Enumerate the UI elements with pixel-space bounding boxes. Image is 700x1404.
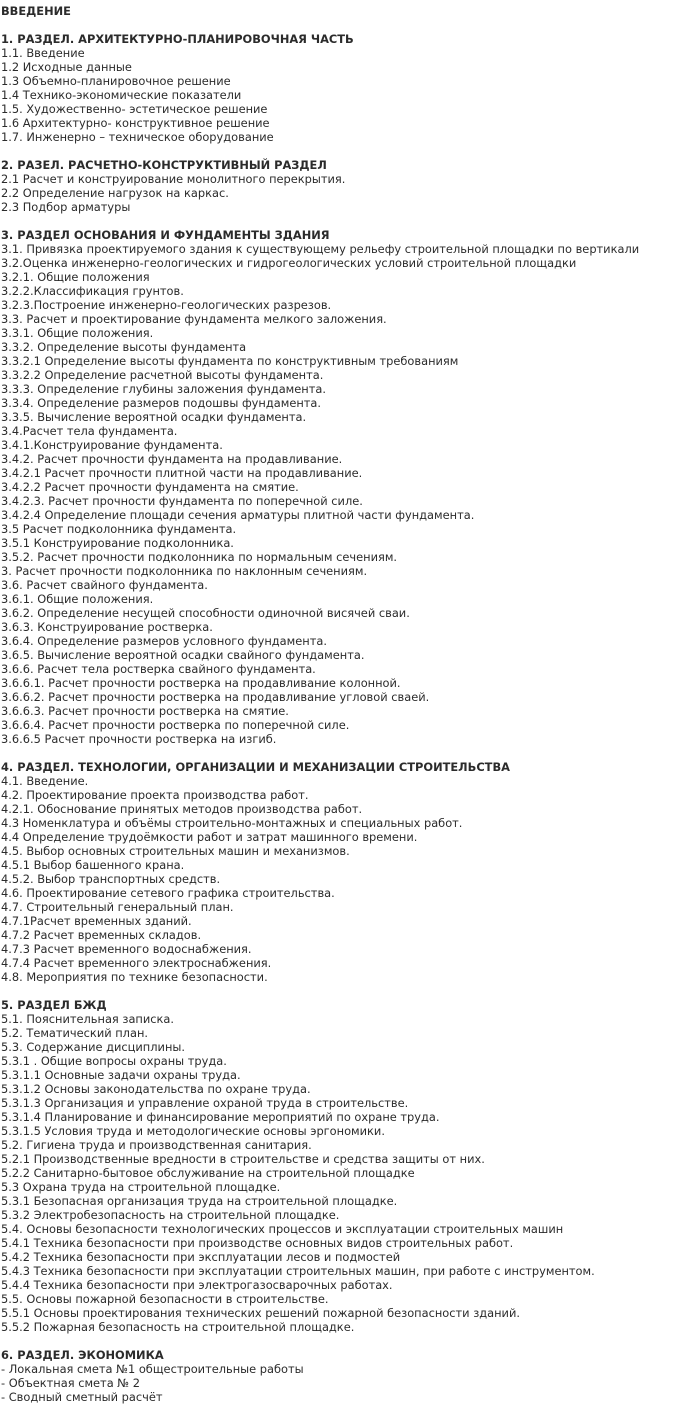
toc-item: 3.4.2. Расчет прочности фундамента на продавливание. [1,452,343,466]
toc-item: 3.3.2. Определение высоты фундамента [1,340,247,354]
toc-item: 1.2 Исходные данные [1,60,132,74]
toc-item: 5.3.1.4 Планирование и финансирование мероприятий по охране труда. [1,1110,440,1124]
toc-item: 5.4.4 Техника безопасности при электрогазосварочных работах. [1,1278,393,1292]
toc-item: 3.2.Оценка инженерно-геологических и гидрогеологических условий строительной площадки [1,256,577,270]
toc-item: 4.7.1Расчет временных зданий. [1,914,192,928]
toc-item: 3.1. Привязка проектируемого здания к существующему рельефу строительной площадки по вертикали [1,242,640,256]
section-heading: 5. РАЗДЕЛ БЖД [1,998,107,1012]
toc-item: 3.3. Расчет и проектирование фундамента мелкого заложения. [1,312,387,326]
toc-item: 5.3. Содержание дисциплины. [1,1040,186,1054]
toc-item: 4.4 Определение трудоёмкости работ и затрат машинного времени. [1,830,418,844]
toc-item: - Сводный сметный расчёт [1,1390,163,1404]
toc-item: 5.5. Основы пожарной безопасности в строительстве. [1,1292,329,1306]
toc-item: 3.6.1. Общие положения. [1,592,154,606]
toc-item: 5.3.1.3 Организация и управление охраной труда в строительстве. [1,1096,409,1110]
toc-item: 5.3.1 . Общие вопросы охраны труда. [1,1054,227,1068]
toc-item: 1.7. Инженерно – техническое оборудование [1,130,274,144]
toc-item: 5.1. Пояснительная записка. [1,1012,175,1026]
toc-item: 3.6.3. Конструирование ростверка. [1,620,213,634]
toc-item: 3.6.6.1. Расчет прочности ростверка на продавливание колонной. [1,676,401,690]
toc-item: 4.3 Номенклатура и объёмы строительно-монтажных и специальных работ. [1,816,463,830]
section-2 [1,158,696,214]
section-1 [1,32,696,144]
toc-item: 3.3.2.1 Определение высоты фундамента по конструктивным требованиям [1,354,459,368]
toc-item: 5.2. Тематический план. [1,1026,149,1040]
toc-item: 5.3.1.2 Основы законодательства по охране труда. [1,1082,311,1096]
toc-item: 3.2.2.Классификация грунтов. [1,284,184,298]
toc-item: 3.3.5. Вычисление вероятной осадки фундамента. [1,410,307,424]
section-spacer [1,1334,696,1348]
toc-item: 5.3.1.1 Основные задачи охраны труда. [1,1068,241,1082]
toc-item: 5.4.3 Техника безопасности при эксплуатации строительных машин, при работе с инструментом. [1,1264,595,1278]
toc-item: 5.2.1 Производственные вредности в строительстве и средства защиты от них. [1,1152,485,1166]
toc-item: 3.4.2.4 Определение площади сечения арматуры плитной части фундамента. [1,508,475,522]
toc-item: 5.3.1 Безопасная организация труда на строительной площадке. [1,1194,398,1208]
toc-item: 5.5.1 Основы проектирования технических решений пожарной безопасности зданий. [1,1306,520,1320]
table-of-contents [1,4,696,1404]
toc-item: 4.7.3 Расчет временного водоснабжения. [1,942,252,956]
toc-item: 3.6.6.4. Расчет прочности ростверка по поперечной силе. [1,718,350,732]
toc-item: 1.6 Архитектурно- конструктивное решение [1,116,270,130]
toc-item: 4.7. Строительный генеральный план. [1,900,234,914]
toc-item: 4.1. Введение. [1,774,89,788]
toc-item: 3.4.2.1 Расчет прочности плитной части на продавливание. [1,466,363,480]
toc-item: 3.6.2. Определение несущей способности одиночной висячей сваи. [1,606,410,620]
toc-item: 4.2.1. Обоснование принятых методов производства работ. [1,802,363,816]
toc-item: 4.6. Проектирование сетевого графика строительства. [1,886,335,900]
toc-item: 5.4.2 Техника безопасности при эксплуатации лесов и подмостей [1,1250,401,1264]
section-spacer [1,746,696,760]
toc-item: 3.3.1. Общие положения. [1,326,154,340]
toc-item: 3.6.6. Расчет тела ростверка свайного фундамента. [1,662,316,676]
toc-item: 3.5 Расчет подколонника фундамента. [1,522,237,536]
toc-item: 1.4 Технико-экономические показатели [1,88,242,102]
section-spacer [1,214,696,228]
toc-item: 2.3 Подбор арматуры [1,200,131,214]
toc-item: 4.5.1 Выбор башенного крана. [1,858,185,872]
section-heading: 2. РАЗЕЛ. РАСЧЕТНО-КОНСТРУКТИВНЫЙ РАЗДЕЛ [1,158,327,172]
toc-item: 3.3.3. Определение глубины заложения фундамента. [1,382,326,396]
toc-item: 3.6.6.2. Расчет прочности ростверка на продавливание угловой сваей. [1,690,430,704]
toc-item: 3.4.2.3. Расчет прочности фундамента по поперечной силе. [1,494,363,508]
toc-item: 2.2 Определение нагрузок на каркас. [1,186,229,200]
section-heading: 6. РАЗДЕЛ. ЭКОНОМИКА [1,1348,164,1362]
toc-item: 4.5. Выбор основных строительных машин и механизмов. [1,844,350,858]
toc-item: 3.6.4. Определение размеров условного фундамента. [1,634,327,648]
toc-item: 3.3.2.2 Определение расчетной высоты фундамента. [1,368,324,382]
toc-item: 5.3 Охрана труда на строительной площадке. [1,1180,281,1194]
toc-item: 3. Расчет прочности подколонника по наклонным сечениям. [1,564,368,578]
toc-item: 5.3.2 Электробезопасность на строительной площадке. [1,1208,340,1222]
toc-item: 3.6.6.3. Расчет прочности ростверка на смятие. [1,704,289,718]
toc-item: 4.7.2 Расчет временных складов. [1,928,202,942]
toc-item: 3.4.1.Конструирование фундамента. [1,438,223,452]
section-heading: 3. РАЗДЕЛ ОСНОВАНИЯ И ФУНДАМЕНТЫ ЗДАНИЯ [1,228,330,242]
toc-item: 4.8. Мероприятия по технике безопасности. [1,970,268,984]
toc-item: 3.6.5. Вычисление вероятной осадки свайного фундамента. [1,648,365,662]
toc-item: 2.1 Расчет и конструирование монолитного перекрытия. [1,172,346,186]
toc-item: 3.4.Расчет тела фундамента. [1,424,178,438]
toc-item: 4.7.4 Расчет временного электроснабжения. [1,956,272,970]
toc-item: 3.5.2. Расчет прочности подколонника по нормальным сечениям. [1,550,398,564]
toc-item: 3.2.1. Общие положения [1,270,150,284]
sections-container [1,18,696,1404]
toc-item: 5.2. Гигиена труда и производственная санитария. [1,1138,312,1152]
toc-item: - Объектная смета № 2 [1,1376,141,1390]
toc-item: 1.1. Введение [1,46,85,60]
toc-item: 4.2. Проектирование проекта производства работ. [1,788,309,802]
section-3 [1,228,696,746]
section-4 [1,760,696,984]
section-spacer [1,144,696,158]
section-5 [1,998,696,1334]
toc-item: 5.4.1 Техника безопасности при производстве основных видов строительных работ. [1,1236,514,1250]
section-heading: 1. РАЗДЕЛ. АРХИТЕКТУРНО-ПЛАНИРОВОЧНАЯ ЧАСТЬ [1,32,354,46]
section-6 [1,1348,696,1404]
toc-item: 1.3 Объемно-планировочное решение [1,74,231,88]
toc-item: 3.2.3.Построение инженерно-геологических разрезов. [1,298,332,312]
toc-item: 5.5.2 Пожарная безопасность на строительной площадке. [1,1320,355,1334]
toc-item: 5.2.2 Санитарно-бытовое обслуживание на строительной площадке [1,1166,415,1180]
toc-item: 3.6. Расчет свайного фундамента. [1,578,208,592]
intro-heading: ВВЕДЕНИЕ [1,4,71,18]
toc-item: 5.3.1.5 Условия труда и методологические основы эргономики. [1,1124,385,1138]
toc-item: 1.5. Художественно- эстетическое решение [1,102,268,116]
toc-item: 3.5.1 Конструирование подколонника. [1,536,234,550]
toc-item: 4.5.2. Выбор транспортных средств. [1,872,221,886]
toc-item: 3.4.2.2 Расчет прочности фундамента на смятие. [1,480,299,494]
toc-item: 3.3.4. Определение размеров подошвы фундамента. [1,396,322,410]
toc-item: 3.6.6.5 Расчет прочности ростверка на изгиб. [1,732,277,746]
toc-item: 5.4. Основы безопасности технологических процессов и эксплуатации строительных машин [1,1222,564,1236]
section-heading: 4. РАЗДЕЛ. ТЕХНОЛОГИИ, ОРГАНИЗАЦИИ И МЕХАНИЗАЦИИ СТРОИТЕЛЬСТВА [1,760,510,774]
section-spacer [1,18,696,32]
toc-item: - Локальная смета №1 общестроительные работы [1,1362,304,1376]
section-spacer [1,984,696,998]
